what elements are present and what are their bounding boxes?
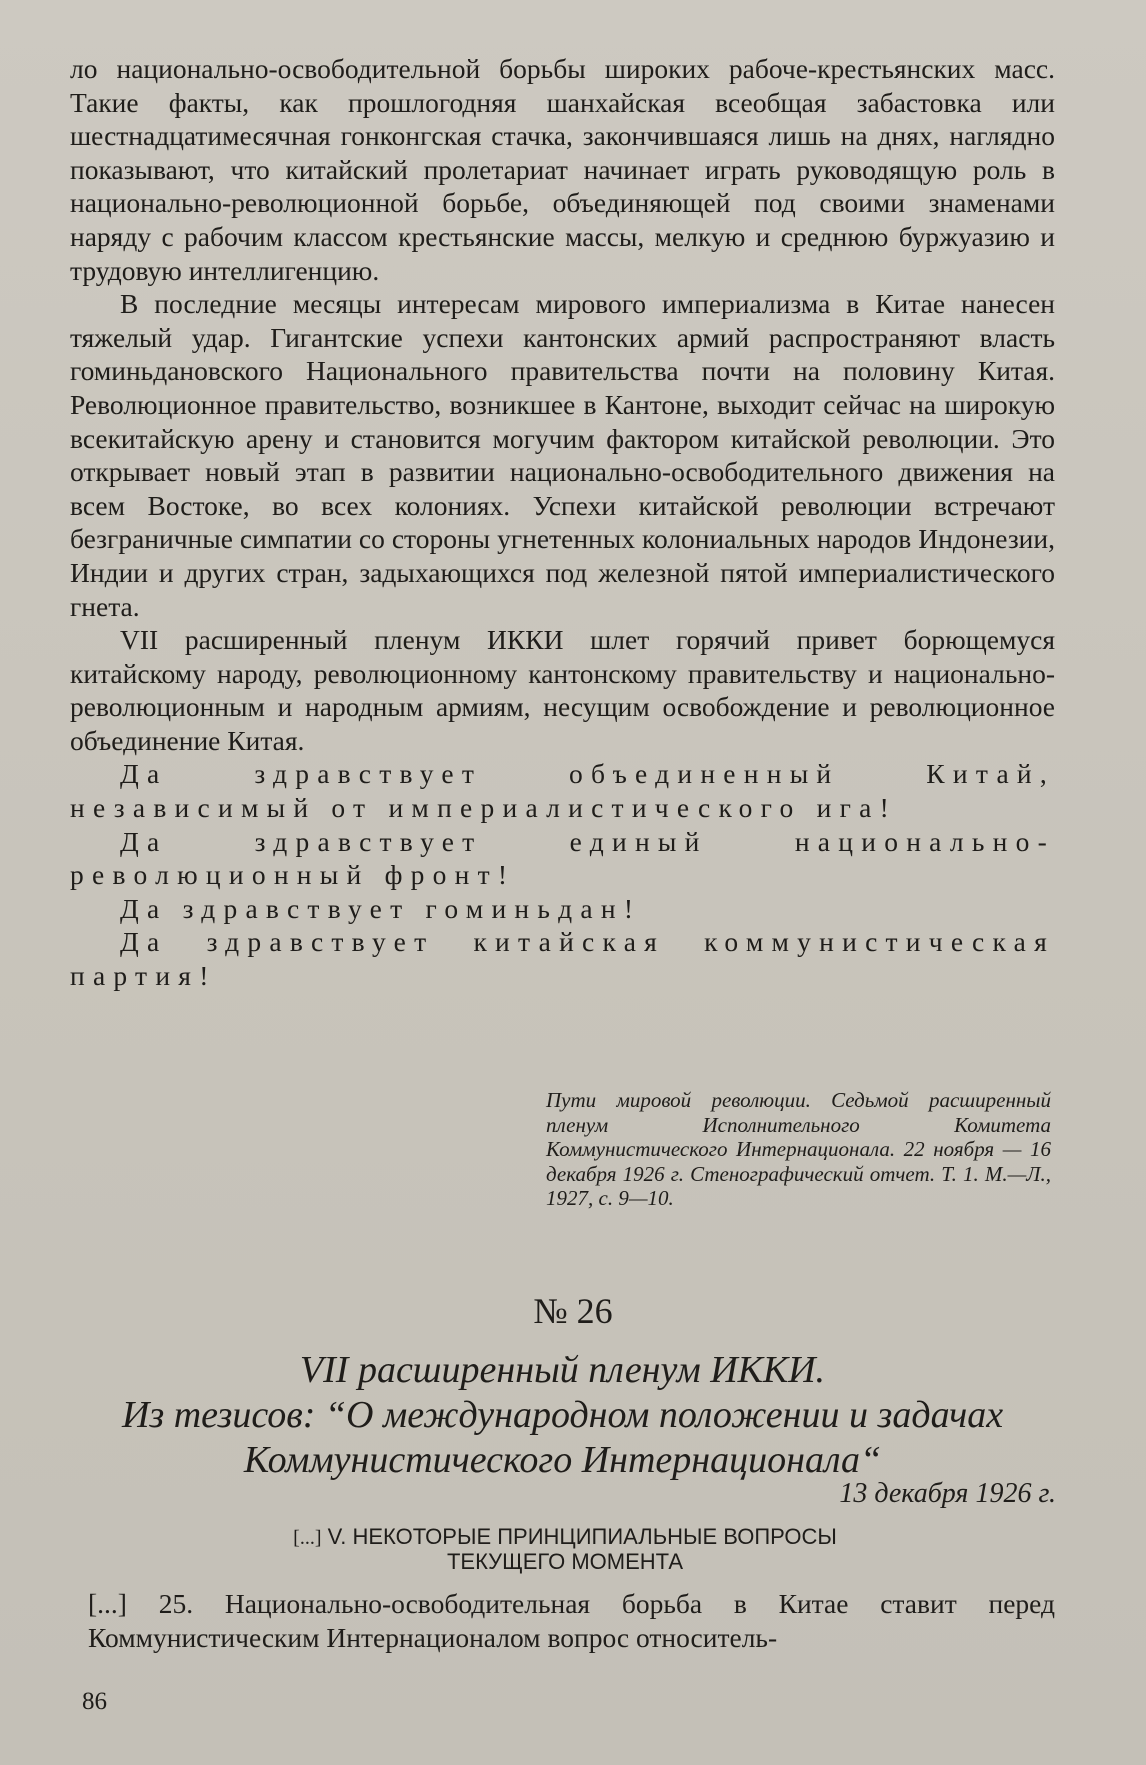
section-text <box>88 1587 1055 1654</box>
slogan-4: Да здравствует китайская коммунистическая партия! <box>70 926 1055 992</box>
section-heading-line-2: ТЕКУЩЕГО МОМЕНТА <box>446 1549 684 1574</box>
page-number: 86 <box>82 1688 107 1715</box>
slogan-2: Да здравствует единый национально-революционный фронт! <box>70 825 1055 891</box>
section-heading-line-1: V. НЕКОТОРЫЕ ПРИНЦИПИАЛЬНЫЕ ВОПРОСЫ <box>327 1524 837 1549</box>
paragraph-3: VII расширенный пленум ИККИ шлет горячий привет борющемуся китайскому народу, революционному кантонскому правительству и национально-революционным и народным армиям, несущим освобождение и революционное объединение Китая. <box>70 624 1055 756</box>
document-title <box>70 1348 1055 1483</box>
paragraph-2: В последние месяцы интересам мирового империализма в Китае нанесен тяжелый удар. Гигантские успехи кантонских армий распространяют власть гоминьдановского Национального правительства почти на половину Китая. Революционное правительство, возникшее в Кантоне, выходит сейчас на широкую всекитайскую арену и становится могучим фактором китайской революции. Это открывает новый этап в развитии национально-освободительного движения на всем Востоке, во всех колониях. Успехи китайской революции встречают безграничные симпатии со стороны угнетенных колониальных народов Индонезии, Индии и других стран, задыхающихся под железной пятой империалистического гнета. <box>70 288 1055 622</box>
section-heading <box>160 1525 970 1574</box>
title-line-1: VII расширенный пленум ИККИ. <box>299 1349 826 1391</box>
title-line-2: Из тезисов: “О международном положении и задачах <box>121 1394 1004 1436</box>
source-citation: Пути мировой революции. Седьмой расширенный пленум Исполнительного Комитета Коммунистического Интернационала. 22 ноября — 16 декабря 1926 г. Стенографический отчет. Т. 1. М.—Л., 1927, с. 9—10. <box>546 1088 1051 1211</box>
slogan-1: Да здравствует объединенный Китай, независимый от империалистического ига! <box>70 758 1055 824</box>
paragraph-1: ло национально-освободительной борьбы широких рабоче-крестьянских масс. Такие факты, как прошлогодняя шанхайская всеобщая забастовка или шестнадцатимесячная гонконгская стачка, закончившаяся лишь на днях, наглядно показывают, что китайский пролетариат начинает играть руководящую роль в национально-революционной борьбе, объединяющей под своими знаменами наряду с рабочим классом крестьянские массы, мелкую и среднюю буржуазию и трудовую интеллигенцию. <box>70 53 1055 286</box>
paragraph-25: [...] 25. Национально-освободительная борьба в Китае ставит перед Коммунистическим Интернационалом вопрос относитель- <box>88 1588 1055 1653</box>
document-date: 13 декабря 1926 г. <box>839 1478 1056 1509</box>
body-text <box>70 52 1055 993</box>
slogan-3: Да здравствует гоминьдан! <box>120 892 642 924</box>
section-ellipsis: [...] <box>293 1527 322 1549</box>
document-number: № 26 <box>533 1291 613 1331</box>
title-line-3: Коммунистического Интернационала“ <box>243 1439 882 1481</box>
